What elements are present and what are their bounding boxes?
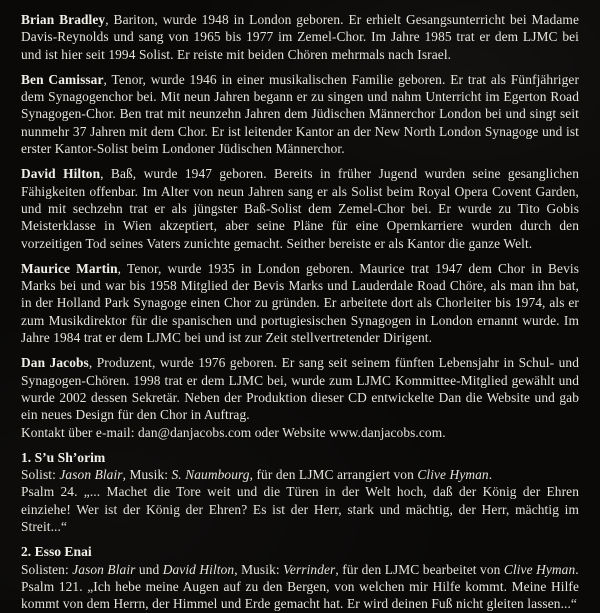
psalm-text: Psalm 121. „Ich hebe meine Augen auf zu den Bergen, von welchen mir Hilfe kommt. Meine Hilfe kommt von dem Herrn, der Himmel und Erde gemacht hat. Er wird deinen Fuß nicht gleiten lassen...“ bbox=[21, 578, 579, 612]
arranger-name: Clive Hyman bbox=[503, 561, 576, 577]
track-title: 2. Esso Enai bbox=[21, 544, 92, 560]
track-title: 1. S’u Sh’orim bbox=[21, 449, 106, 465]
psalm-text: Psalm 24. „... Machet die Tore weit und die Türen in der Welt hoch, daß der König der Ehren einziehe! Wer ist der König der Ehren? Es ist der Herr, stark und mächtig, der Herr, mächtig im Streit...“ bbox=[21, 484, 579, 535]
soloist-name: Jason Blair bbox=[72, 561, 136, 577]
credit-label: , Musik: bbox=[122, 467, 172, 483]
bio-text: , Tenor, wurde 1935 in London geboren. Maurice trat 1947 dem Chor in Bevis Marks bei und war bis 1958 Mitglied der Bevis Marks und Lauderdale Road Chöre, als man ihn bat, in der Holland Park Synagoge einen Chor zu gründen. Er arbeitete dort als Chorleiter bis 1974, als er zum Musikdirektor für die spanischen und portugiesischen Synagogen in London ernannt wurde. Im Jahre 1984 trat er dem LJMC bei und ist zur Zeit stellvertretender Dirigent. bbox=[21, 260, 580, 346]
composer-name: S. Naumbourg bbox=[171, 467, 250, 483]
bio-text: , Produzent, wurde 1976 geboren. Er sang seit seinem fünften Lebensjahr in Schul- und Synagogen-Chören. 1998 trat er dem LJMC bei, wurde zum LJMC Kommittee-Mitglied gewählt und wurde 2002 dessen Sekretär. Neben der Produktion dieser CD entwickelte Dan die Website und gab ein neues Design für den Chor in Auftrag. bbox=[21, 355, 579, 423]
track-credits bbox=[21, 466, 579, 483]
musician-name: Dan Jacobs bbox=[21, 355, 89, 371]
credit-label: , für den LJMC bearbeitet von bbox=[335, 561, 504, 577]
track-entry-2 bbox=[21, 543, 579, 612]
bio-paragraph-ben-camissar bbox=[21, 71, 579, 157]
bio-text: , Tenor, wurde 1946 in einer musikalischen Familie geboren. Er trat als Fünfjähriger dem Synagogenchor bei. Mit neun Jahren begann er zu singen und nahm Unterricht im Egerton Road Synagogen-Chor. Ben trat mit neunzehn Jahren dem Jüdischen Männerchor London bei und singt seit nunmehr 37 Jahren mit dem Chor. Er ist leitender Kantor an der New North London Synagoge und ist erster Kantor-Solist beim Londoner Jüdischen Männerchor. bbox=[21, 71, 580, 157]
musician-name: David Hilton bbox=[21, 166, 101, 182]
bio-paragraph-brian-bradley bbox=[21, 11, 579, 63]
credit-label: . bbox=[488, 467, 493, 483]
musician-name: Maurice Martin bbox=[21, 260, 118, 276]
musician-name: Brian Bradley bbox=[21, 12, 106, 27]
soloist-name: David Hilton bbox=[162, 561, 235, 577]
credit-label: und bbox=[135, 561, 163, 577]
bio-paragraph-dan-jacobs bbox=[21, 354, 579, 423]
credit-label: . bbox=[575, 561, 579, 577]
bio-text: , Baß, wurde 1947 geboren. Bereits in früher Jugend wurden seine gesanglichen Fähigkeiten offenbar. Im Alter von neun Jahren sang er als Solist beim Royal Opera Covent Garden, und mit sechzehn trat er als jüngster Baß-Solist dem Zemel-Chor bei. Er wurde zu Tito Gobis Meisterklasse in Wien akzeptiert, aber seine Pläne für eine Opernkarriere wurden durch den vorzeitigen Tod seines Vaters zunichte gemacht. Seither bereiste er als Kantor die ganze Welt. bbox=[21, 166, 579, 251]
contact-line: Kontakt über e-mail: dan@danjacobs.com oder Website www.danjacobs.com. bbox=[21, 424, 446, 440]
musician-name: Ben Camissar bbox=[21, 71, 104, 87]
credit-label: Solist: bbox=[21, 467, 60, 483]
bio-paragraph-maurice-martin bbox=[21, 260, 579, 346]
composer-name: Verrinder bbox=[283, 561, 336, 577]
credit-label: , Musik: bbox=[234, 561, 284, 577]
bio-text: , Bariton, wurde 1948 in London geboren. Er erhielt Gesangsunterricht bei Madame Davis-Reynolds und sang von 1965 bis 1977 im Zemel-Chor. Im Jahre 1985 trat er dem LJMC bei und ist hier seit 1994 Solist. Er reiste mit beiden Chören mehrmals nach Israel. bbox=[21, 12, 579, 62]
credit-label: Solisten: bbox=[21, 561, 73, 577]
soloist-name: Jason Blair bbox=[59, 467, 123, 483]
track-credits bbox=[21, 561, 579, 578]
bio-paragraph-david-hilton bbox=[21, 165, 579, 251]
track-entry-1 bbox=[21, 449, 579, 535]
arranger-name: Clive Hyman bbox=[417, 467, 489, 483]
credit-label: , für den LJMC arrangiert von bbox=[249, 467, 418, 483]
